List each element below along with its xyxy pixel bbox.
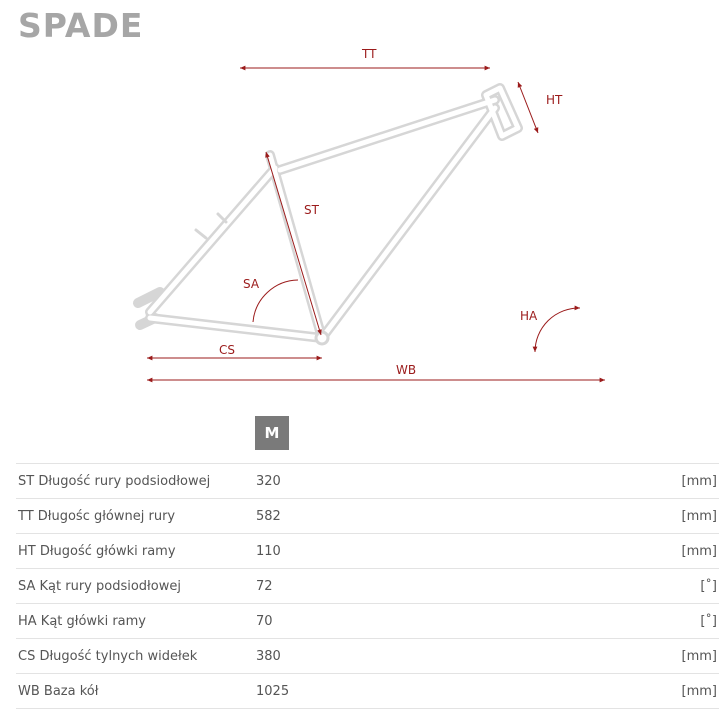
spec-unit: [mm]	[636, 499, 719, 534]
spec-label: HT Długość główki ramy	[16, 534, 256, 569]
table-row	[16, 639, 719, 674]
ht-label: HT	[546, 93, 563, 107]
spec-label: SA Kąt rury podsiodłowej	[16, 569, 256, 604]
spec-value: 582	[256, 499, 636, 534]
spec-label: HA Kąt główki ramy	[16, 604, 256, 639]
bike-frame	[138, 88, 518, 344]
cs-label: CS	[219, 343, 235, 357]
ha-angle-arc	[535, 308, 580, 352]
spec-label: ST Długość rury podsiodłowej	[16, 464, 256, 499]
table-row	[16, 604, 719, 639]
table-row	[16, 534, 719, 569]
st-label: ST	[304, 203, 319, 217]
spec-unit: [˚]	[636, 604, 719, 639]
spec-label: CS Długość tylnych widełek	[16, 639, 256, 674]
sa-angle-arc	[253, 280, 298, 322]
page-title: SPADE	[18, 6, 144, 45]
geometry-table	[16, 463, 719, 709]
spec-label: WB Baza kół	[16, 674, 256, 709]
spec-unit: [mm]	[636, 534, 719, 569]
table-row	[16, 569, 719, 604]
spec-value: 1025	[256, 674, 636, 709]
spec-value: 380	[256, 639, 636, 674]
spec-value: 70	[256, 604, 636, 639]
sa-label: SA	[243, 277, 260, 291]
table-row	[16, 499, 719, 534]
spec-label: TT Długośc głównej rury	[16, 499, 256, 534]
table-row	[16, 464, 719, 499]
spec-value: 320	[256, 464, 636, 499]
size-badge: M	[255, 416, 289, 450]
table-row	[16, 674, 719, 709]
st-dimension-line	[266, 152, 321, 335]
spec-unit: [mm]	[636, 464, 719, 499]
spec-value: 110	[256, 534, 636, 569]
wb-label: WB	[396, 363, 417, 377]
spec-unit: [mm]	[636, 639, 719, 674]
spec-unit: [˚]	[636, 569, 719, 604]
tt-label: TT	[362, 47, 377, 61]
ha-label: HA	[520, 309, 538, 323]
spec-value: 72	[256, 569, 636, 604]
spec-unit: [mm]	[636, 674, 719, 709]
